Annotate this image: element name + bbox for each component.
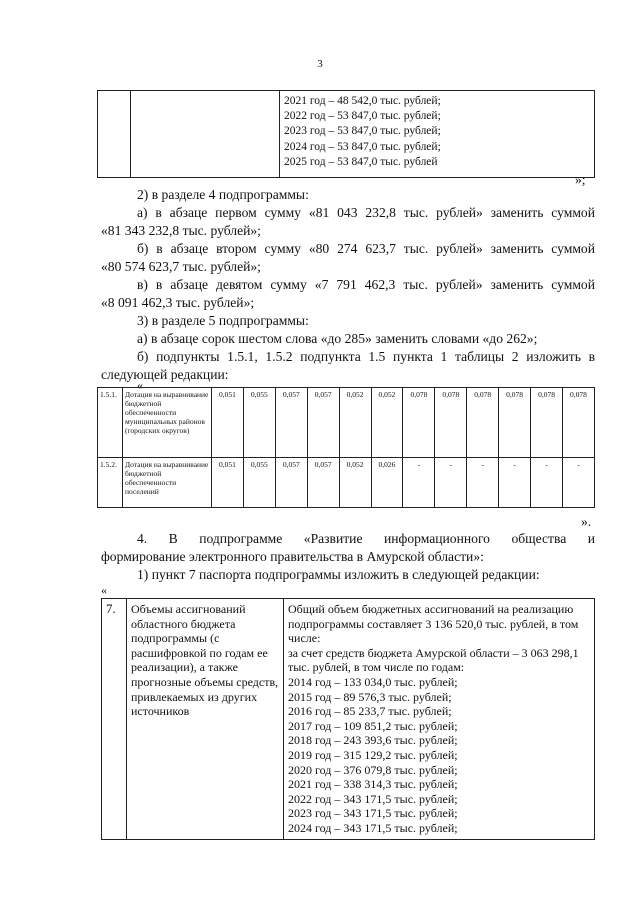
subsidy-indicators-table bbox=[97, 387, 595, 508]
row-name: Дотация на выравнивание бюджетной обеспеченности поселений bbox=[123, 458, 212, 508]
value-cell: 0,055 bbox=[243, 388, 275, 458]
content-line: 2022 год – 343 171,5 тыс. рублей; bbox=[288, 791, 458, 806]
year-line: 2022 год – 53 847,0 тыс. рублей; bbox=[284, 110, 441, 123]
value-cell: - bbox=[562, 458, 594, 508]
row-number: 1.5.2. bbox=[98, 458, 123, 508]
table1-years-cell bbox=[280, 91, 595, 178]
paragraph: б) подпункты 1.5.1, 1.5.2 подпункта 1.5 пункта 1 таблицы 2 изложить в bbox=[137, 349, 595, 364]
table-row bbox=[98, 458, 595, 508]
paragraph: а) в абзаце первом сумму «81 043 232,8 тыс. рублей» заменить суммой bbox=[137, 205, 595, 220]
row-number: 1.5.1. bbox=[98, 388, 123, 458]
item-number: 7. bbox=[102, 599, 127, 840]
paragraph: «8 091 462,3 тыс. рублей»; bbox=[101, 295, 255, 310]
page-number: 3 bbox=[317, 58, 323, 70]
paragraph: 2) в разделе 4 подпрограммы: bbox=[137, 187, 309, 202]
year-line: 2025 год – 53 847,0 тыс. рублей bbox=[284, 155, 438, 168]
value-cell: 0,052 bbox=[371, 388, 403, 458]
content-line: 2015 год – 89 576,3 тыс. рублей; bbox=[288, 689, 452, 704]
value-cell: 0,078 bbox=[403, 388, 435, 458]
value-cell: 0,052 bbox=[339, 458, 371, 508]
open-quote: « bbox=[137, 378, 143, 392]
paragraph: а) в абзаце сорок шестом слова «до 285» заменить словами «до 262»; bbox=[137, 331, 538, 346]
value-cell: 0,057 bbox=[275, 458, 307, 508]
table-row bbox=[102, 599, 595, 840]
value-cell: 0,051 bbox=[212, 458, 244, 508]
content-line: 2024 год – 343 171,5 тыс. рублей; bbox=[288, 820, 458, 835]
row-name: Дотация на выравнивание бюджетной обеспеченности муниципальных районов (городских округов) bbox=[123, 388, 212, 458]
content-line: Общий объем бюджетных ассигнований на реализацию подпрограммы составляет 3 136 520,0 тыс. рублей, в том числе: bbox=[288, 602, 579, 646]
content-line: 2017 год – 109 851,2 тыс. рублей; bbox=[288, 718, 458, 733]
paragraph: «80 574 623,7 тыс. рублей»; bbox=[101, 259, 261, 274]
year-line: 2021 год – 48 542,0 тыс. рублей; bbox=[284, 95, 441, 107]
table-row bbox=[98, 388, 595, 458]
value-cell: 0,052 bbox=[339, 388, 371, 458]
table1-num-cell bbox=[98, 91, 131, 178]
content-line: 2014 год – 133 034,0 тыс. рублей; bbox=[288, 674, 458, 689]
value-cell: 0,055 bbox=[243, 458, 275, 508]
value-cell: 0,057 bbox=[275, 388, 307, 458]
funding-table-continuation bbox=[97, 90, 595, 178]
year-line: 2023 год – 53 847,0 тыс. рублей; bbox=[284, 125, 441, 138]
paragraph: «81 343 232,8 тыс. рублей»; bbox=[101, 223, 261, 238]
value-cell: 0,078 bbox=[499, 388, 531, 458]
value-cell: - bbox=[467, 458, 499, 508]
value-cell: - bbox=[531, 458, 563, 508]
content-line: 2018 год – 243 393,6 тыс. рублей; bbox=[288, 733, 458, 748]
paragraph: б) в абзаце втором сумму «80 274 623,7 тыс. рублей» заменить суммой bbox=[137, 241, 595, 256]
value-cell: 0,078 bbox=[467, 388, 499, 458]
content-line: за счет средств бюджета Амурской области – 3 063 298,1 тыс. рублей, в том числе по годам: bbox=[288, 645, 579, 675]
content-line: 2021 год – 338 314,3 тыс. рублей; bbox=[288, 777, 458, 792]
value-cell: - bbox=[435, 458, 467, 508]
paragraph: 1) пункт 7 паспорта подпрограммы изложить в следующей редакции: bbox=[137, 567, 540, 582]
content-line: 2023 год – 343 171,5 тыс. рублей; bbox=[288, 806, 458, 821]
value-cell: 0,078 bbox=[562, 388, 594, 458]
value-cell: - bbox=[499, 458, 531, 508]
value-cell: 0,051 bbox=[212, 388, 244, 458]
table1-label-cell bbox=[131, 91, 280, 178]
value-cell: 0,078 bbox=[531, 388, 563, 458]
year-line: 2024 год – 53 847,0 тыс. рублей; bbox=[284, 140, 441, 153]
content-line: 2016 год – 85 233,7 тыс. рублей; bbox=[288, 704, 452, 719]
value-cell: 0,057 bbox=[307, 458, 339, 508]
open-quote: « bbox=[101, 583, 107, 597]
paragraph: следующей редакции: bbox=[101, 367, 229, 382]
item-label: Объемы ассигнований областного бюджета подпрограммы (с расшифровкой по годам ее реализации), а также прогнозные объемы средств, привлекаемых из других источников bbox=[127, 599, 284, 840]
content-line: 2020 год – 376 079,8 тыс. рублей; bbox=[288, 762, 458, 777]
content-line: 2019 год – 315 129,2 тыс. рублей; bbox=[288, 747, 458, 762]
paragraph: 3) в разделе 5 подпрограммы: bbox=[137, 313, 309, 328]
paragraph: 4. В подпрограмме «Развитие информационного общества и bbox=[137, 531, 595, 546]
value-cell: 0,057 bbox=[307, 388, 339, 458]
paragraph: формирование электронного правительства в Амурской области»: bbox=[101, 549, 484, 564]
value-cell: 0,026 bbox=[371, 458, 403, 508]
close-quote: ». bbox=[581, 514, 592, 529]
value-cell: 0,078 bbox=[435, 388, 467, 458]
passport-item-table bbox=[101, 598, 595, 840]
item-content bbox=[284, 599, 595, 840]
value-cell: - bbox=[403, 458, 435, 508]
paragraph: в) в абзаце девятом сумму «7 791 462,3 тыс. рублей» заменить суммой bbox=[137, 277, 595, 292]
close-quote: »; bbox=[575, 172, 586, 187]
